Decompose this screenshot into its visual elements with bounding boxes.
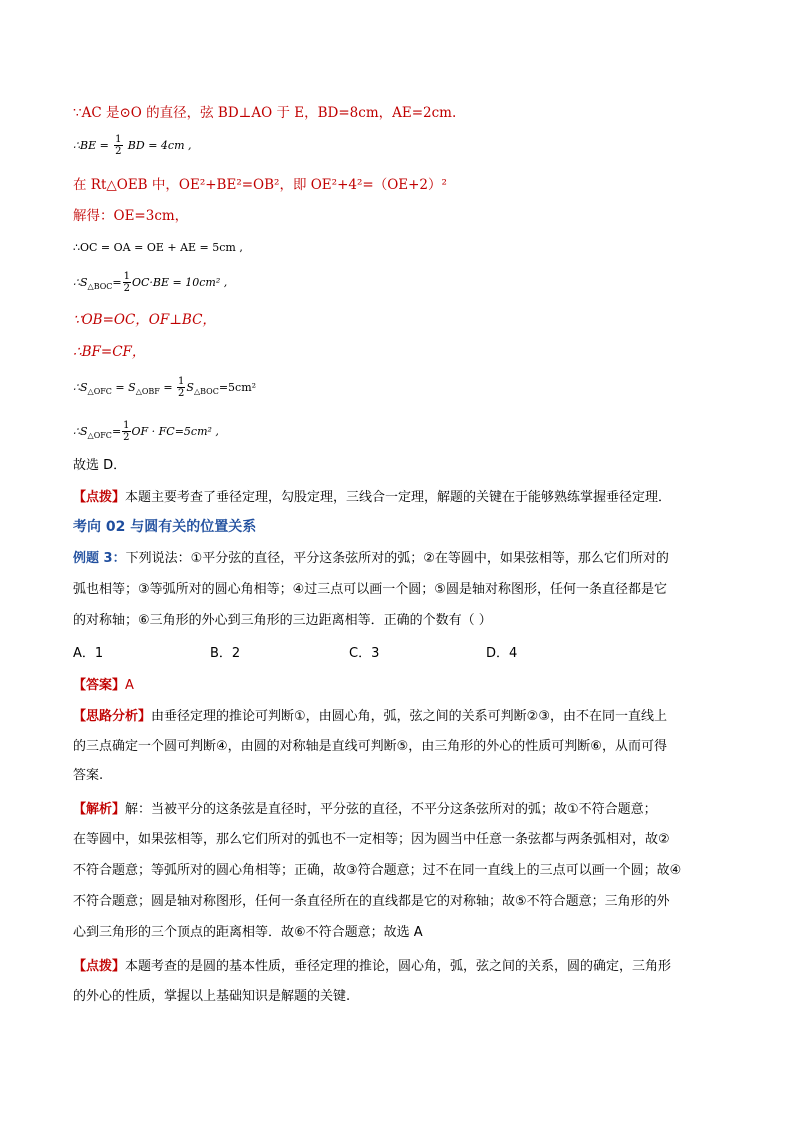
analysis-tag: 【思路分析】 [73, 709, 152, 724]
option-c: C．3 [349, 646, 380, 661]
solution-line-5: ∴OC = OA = OE + AE = 5cm , [73, 241, 243, 254]
fraction-half: $\frac{1}{2}$ [123, 271, 130, 294]
solution-line-10 [73, 420, 219, 446]
s-symbol: ∴S [73, 425, 88, 438]
example-label: 例题 3： [73, 551, 126, 566]
expr-be: ∴BE = [73, 139, 109, 152]
solution-line-6 [73, 271, 227, 297]
explain-line-3: 不符合题意；等弧所对的圆心角相等；正确，故③符合题意；过不在同一直线上的三点可以画一个圆；故④ [73, 863, 682, 878]
s-subscript: △BOC [193, 387, 219, 396]
explain-line-1 [73, 799, 657, 820]
explain-line-4: 不符合题意；圆是轴对称图形，任何一条直径所在的直线都是它的对称轴；故⑤不符合题意；三角形的外 [73, 894, 670, 909]
s-symbol: ∴S [73, 381, 88, 394]
s-symbol: S [186, 381, 194, 394]
expr-bd: BD = 4cm , [127, 139, 192, 152]
option-b: B．2 [210, 646, 241, 661]
explain-line-5: 心到三角形的三个顶点的距离相等．故⑥不符合题意；故选 A [73, 925, 423, 940]
expr-value: =5cm² [218, 381, 257, 394]
note-2-line-2: 的外心的性质，掌握以上基础知识是解题的关键. [73, 989, 351, 1004]
analysis-text-1: 由垂径定理的推论可判断①，由圆心角，弧，弦之间的关系可判断②③，由不在同一直线上 [151, 709, 667, 724]
fraction-half: $\frac{1}{2}$ [123, 420, 130, 443]
solution-conclusion: 故选 D． [73, 458, 127, 473]
equals: = [112, 276, 122, 289]
example-line-3: 的对称轴；⑥三角形的外心到三角形的三边距离相等．正确的个数有（ ） [73, 613, 492, 628]
note-text-1: 本题考查的是圆的基本性质，垂径定理的推论，圆心角，弧，弦之间的关系，圆的确定，三角形 [125, 959, 672, 974]
s-subscript: △OFC [87, 431, 112, 440]
solution-line-1: ∵AC 是⊙O 的直径，弦 BD⊥AO 于 E，BD=8cm，AE=2cm. [73, 105, 457, 121]
answer-value: A [125, 678, 134, 693]
answer-line [73, 675, 134, 696]
example-line-2: 弧也相等；③等弧所对的圆心角相等；④过三点可以画一个圆；⑤圆是轴对称图形，任何一条直径都是它 [73, 582, 667, 597]
note-1 [73, 487, 671, 508]
equals: = [111, 425, 122, 438]
section-heading: 考向 02 与圆有关的位置关系 [73, 519, 257, 535]
note-text: 本题主要考查了垂径定理，勾股定理，三线合一定理，解题的关键在于能够熟练掌握垂径定理． [125, 490, 672, 505]
solution-line-7: ∵OB=OC，OF⊥BC， [73, 312, 216, 328]
equals: = [159, 381, 177, 394]
fraction-half: $\frac{1}{2}$ [178, 376, 185, 399]
analysis-line-1 [73, 706, 667, 727]
solution-line-2 [73, 134, 192, 157]
fraction-half: $\frac{1}{2}$ [115, 134, 122, 157]
note-2-line-1 [73, 956, 671, 977]
example-text-1: 下列说法：①平分弦的直径，平分这条弦所对的弧；②在等圆中，如果弦相等，那么它们所对的 [125, 551, 669, 566]
explain-line-2: 在等圆中，如果弦相等，那么它们所对的弧也不一定相等；因为圆当中任意一条弦都与两条弧相对，故② [73, 832, 670, 847]
s-subscript: △BOC [87, 282, 113, 291]
solution-line-3: 在 Rt△OEB 中，OE²+BE²=OB²，即 OE²+4²=（OE+2）² [73, 177, 447, 193]
explain-text-1: 解：当被平分的这条弦是直径时，平分弦的直径，不平分这条弦所对的弧；故①不符合题意； [125, 802, 657, 817]
analysis-line-2: 的三点确定一个圆可判断④，由圆的对称轴是直线可判断⑤，由三角形的外心的性质可判断⑥，从而可得 [73, 739, 667, 754]
solution-line-8: ∴BF=CF， [73, 344, 146, 360]
solution-line-9 [73, 376, 256, 402]
s-subscript: △OBF [135, 387, 160, 396]
option-a: A．1 [73, 646, 104, 661]
option-d: D．4 [486, 646, 518, 661]
expr-area: OC·BE = 10cm² , [132, 276, 228, 289]
note-tag: 【点拨】 [73, 490, 126, 505]
analysis-line-3: 答案. [73, 768, 104, 783]
explain-tag: 【解析】 [73, 802, 126, 817]
expr-value: OF · FC=5cm² , [131, 425, 219, 438]
s-symbol: = S [111, 381, 136, 394]
solution-line-4: 解得：OE=3cm， [73, 208, 189, 224]
example-line-1 [73, 549, 669, 569]
note-tag: 【点拨】 [73, 959, 126, 974]
s-subscript: △OFC [87, 387, 112, 396]
s-symbol: ∴S [73, 276, 88, 289]
answer-tag: 【答案】 [73, 678, 126, 693]
